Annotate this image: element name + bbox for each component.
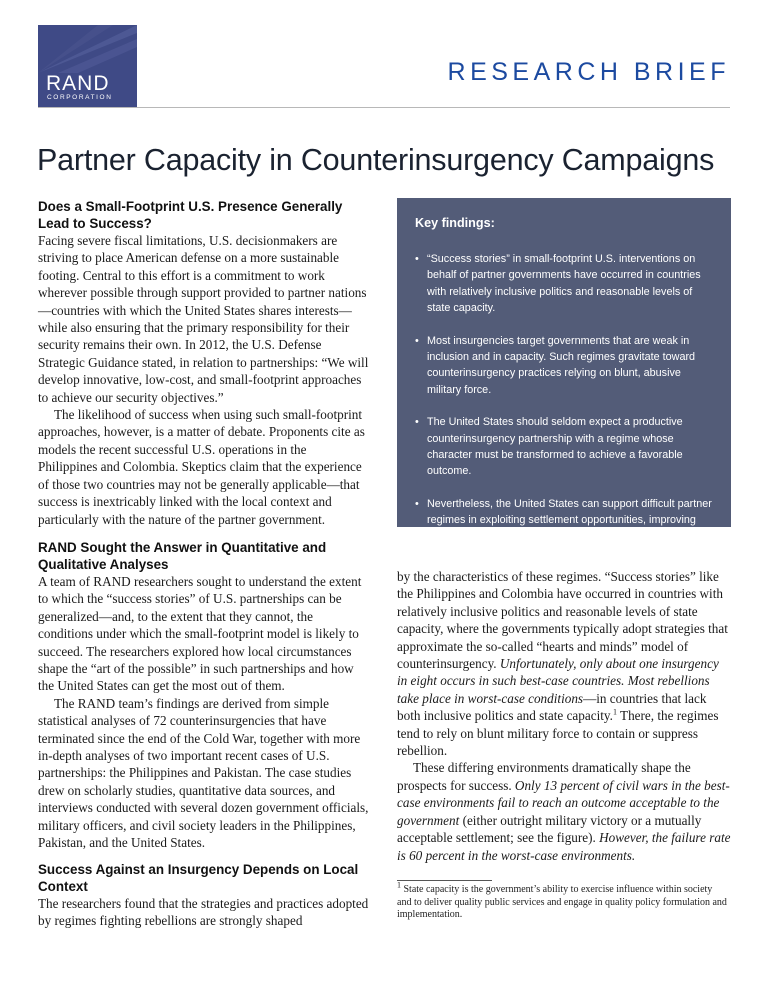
key-finding-item: • The United States should seldom expect a productive counterinsurgency partnership with a regime whose character must be transformed to achieve a favorable outcome. (415, 414, 713, 480)
rand-logo (38, 25, 137, 107)
footnote-divider (397, 880, 492, 881)
key-findings-box (397, 198, 731, 560)
key-findings-title: Key findings: (415, 216, 495, 230)
body-paragraph: The RAND team’s findings are derived from simple statistical analyses of 72 counterinsurgencies that have terminated since the end of the Cold War, together with more in-depth analyses of two important recent cases of U.S. partnerships: the Philippines and Pakistan. The case studies drew on scholarly studies, quantitative data sources, and interviews conducted with several dozen government officials, military officers, and civil society leaders in the Philippines, Pakistan, and the United States. (38, 695, 369, 851)
body-paragraph: The likelihood of success when using such small-footprint approaches, however, is a matter of debate. Proponents cite as models the recent successful U.S. operations in the Philippines and Colombia. Skeptics claim that the experience of those two countries may not be generally applicable—that success is inextricably linked with the local context and particularly with the nature of the partner government. (38, 407, 365, 527)
logo-wordmark: RAND (46, 72, 110, 95)
key-finding-item: • “Success stories” in small-footprint U.S. interventions on behalf of partner governments have occurred in countries with relatively inclusive politics and reasonable levels of state capacity. (415, 251, 713, 317)
section-small-footprint (38, 198, 369, 528)
series-label: RESEARCH BRIEF (447, 58, 730, 86)
logo-subtext: CORPORATION (47, 94, 113, 101)
footnote-reference[interactable]: 1 (612, 707, 617, 717)
body-paragraph: These differing environments dramatically shape the prospects for success. Only 13 percent of civil wars in the best-case environments fail to reach an outcome acceptable to the government (either outright military victory or a mutually acceptable settlement; see the figure). However, the failure rate is 60 percent in the worst-case environments. (397, 760, 731, 863)
footnote: $^1$ State capacity is the government’s ability to exercise influence within society and to deliver quality public services and engage in quality policy formulation and implementation. (397, 880, 727, 921)
section-rand-analysis (38, 539, 369, 852)
section-continuation (397, 568, 731, 864)
key-findings-list (415, 251, 713, 562)
key-finding-item: • Nevertheless, the United States can support difficult partner regimes in exploiting settlement opportunities, improving security force accountability, and buttressing more-inclusive successor governments. (415, 496, 713, 562)
section-heading: RAND Sought the Answer in Quantitative and Qualitative Analyses (38, 540, 327, 572)
section-heading: Success Against an Insurgency Depends on Local Context (38, 862, 359, 894)
body-paragraph: A team of RAND researchers sought to understand the extent to which the “success stories” of U.S. partnerships can be generalized—and, to the extent that they cannot, the conditions under which the small-footprint model is likely to succeed. The researchers explored how local circumstances shape the “art of the possible” in such partnerships and how the United States can get the most out of them. (38, 574, 362, 694)
body-paragraph: The researchers found that the strategies and practices adopted by regimes fighting rebellions are strongly shaped (38, 896, 369, 929)
section-heading: Does a Small-Footprint U.S. Presence Generally Lead to Success? (38, 199, 343, 231)
body-paragraph: Facing severe fiscal limitations, U.S. decisionmakers are striving to place American defense on a more sustainable footing. Central to this effort is a commitment to work wherever possible through support provided to partner nations—countries with which the United States shares interests—while also ensuring that the primary responsibility for their security remains their own. In 2012, the U.S. Defense Strategic Guidance stated, in relation to partnerships: “We will develop innovative, low-cost, and small-footprint approaches to achieve our security objectives.” (38, 233, 369, 405)
page-title: Partner Capacity in Counterinsurgency Campaigns (37, 143, 715, 177)
header-divider (38, 107, 730, 108)
logo-emblem-icon (38, 25, 137, 73)
body-paragraph: by the characteristics of these regimes. “Success stories” like the Philippines and Colombia have occurred in countries with relatively inclusive politics and reasonable levels of state capacity, where the governments typically adopt strategies that approximate the so-called “hearts and minds” model of counterinsurgency. Unfortunately, only about one insurgency in eight occurs in such best-case countries. Most rebellions take place in worst-case conditions—in countries that lack both inclusive politics and state capacity.$^1$ There, the regimes tend to rely on blunt military force to contain or suppress rebellion. (397, 569, 728, 759)
section-local-context (38, 861, 369, 930)
key-finding-item: • Most insurgencies target governments that are weak in inclusion and in capacity. Such regimes gravitate toward counterinsurgency practices relying on blunt, abusive military force. (415, 333, 713, 399)
